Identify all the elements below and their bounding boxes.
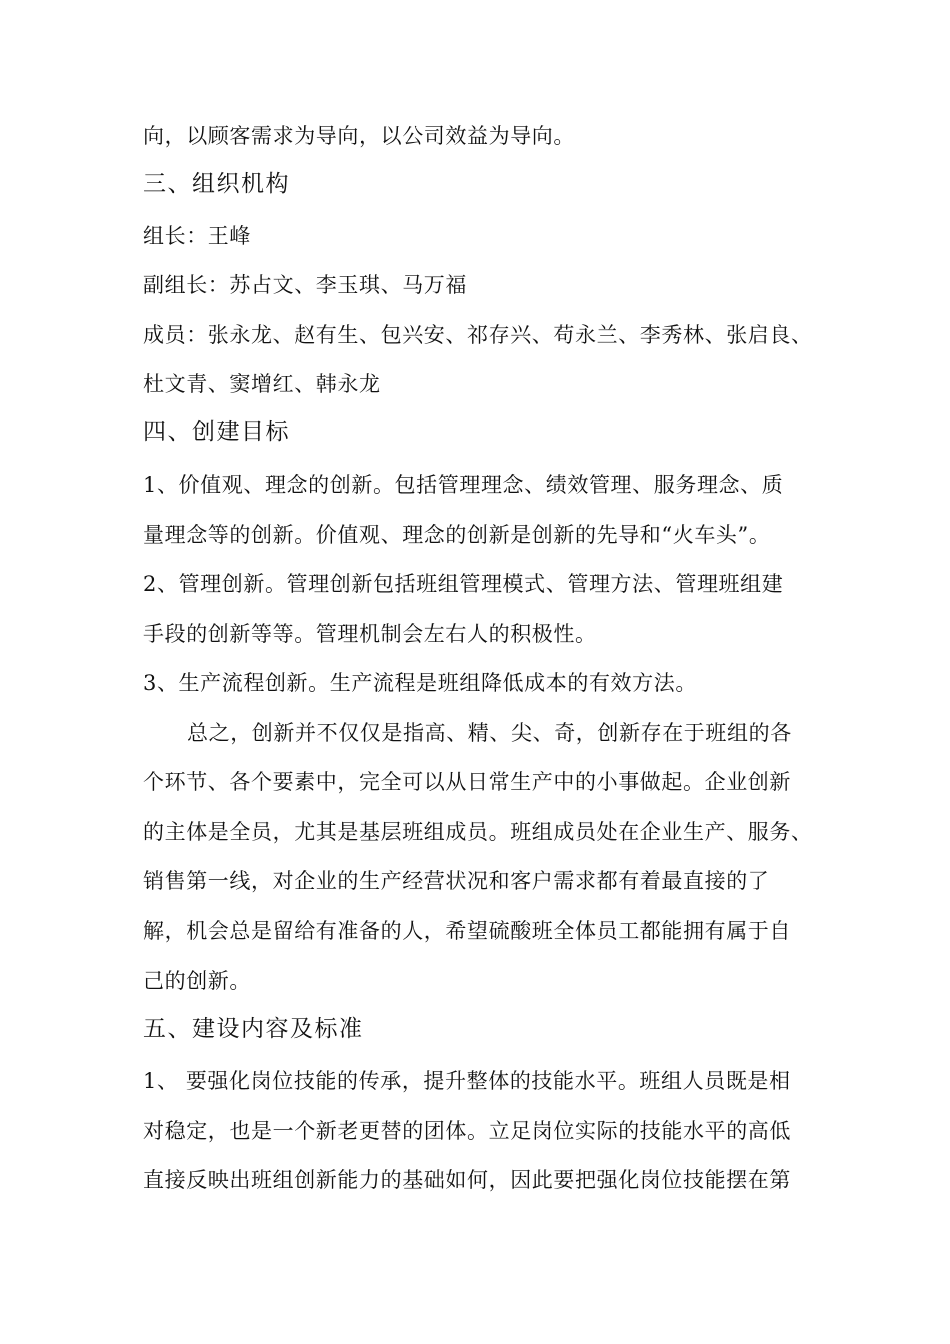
text-line-leader: 组长：王峰 (143, 224, 251, 248)
text-line-members-cont: 杜文青、窦增红、韩永龙 (143, 372, 381, 396)
text-line: 解，机会总是留给有准备的人，希望硫酸班全体员工都能拥有属于自 (143, 919, 791, 943)
text-line: 销售第一线，对企业的生产经营状况和客户需求都有着最直接的了 (143, 869, 770, 893)
section-heading-organization: 三、组织机构 (143, 171, 290, 197)
section-heading-goals: 四、创建目标 (143, 419, 290, 445)
text-line: 量理念等的创新。价值观、理念的创新是创新的先导和“火车头”。 (143, 523, 771, 547)
text-line: 己的创新。 (143, 969, 251, 993)
text-line: 2、管理创新。管理创新包括班组管理模式、管理方法、管理班组建 (143, 572, 784, 596)
text-line: 向，以顾客需求为导向，以公司效益为导向。 (143, 124, 575, 148)
text-line: 3、生产流程创新。生产流程是班组降低成本的有效方法。 (143, 671, 697, 695)
text-line-paragraph-start: 总之，创新并不仅仅是指高、精、尖、奇，创新存在于班组的各 (187, 721, 792, 745)
text-line-members: 成员：张永龙、赵有生、包兴安、祁存兴、苟永兰、李秀林、张启良、 (143, 323, 813, 347)
text-line: 1、价值观、理念的创新。包括管理理念、绩效管理、服务理念、质 (143, 473, 784, 497)
text-line: 手段的创新等等。管理机制会左右人的积极性。 (143, 622, 597, 646)
section-heading-content-standards: 五、建设内容及标准 (143, 1016, 364, 1042)
text-line: 个环节、各个要素中，完全可以从日常生产中的小事做起。企业创新 (143, 770, 791, 794)
text-line: 1、 要强化岗位技能的传承，提升整体的技能水平。班组人员既是相 (143, 1069, 791, 1093)
text-line: 对稳定，也是一个新老更替的团体。立足岗位实际的技能水平的高低 (143, 1119, 791, 1143)
text-line: 的主体是全员，尤其是基层班组成员。班组成员处在企业生产、服务、 (143, 820, 813, 844)
text-line-deputy-leaders: 副组长：苏占文、李玉琪、马万福 (143, 273, 467, 297)
text-line: 直接反映出班组创新能力的基础如何，因此要把强化岗位技能摆在第 (143, 1168, 791, 1192)
